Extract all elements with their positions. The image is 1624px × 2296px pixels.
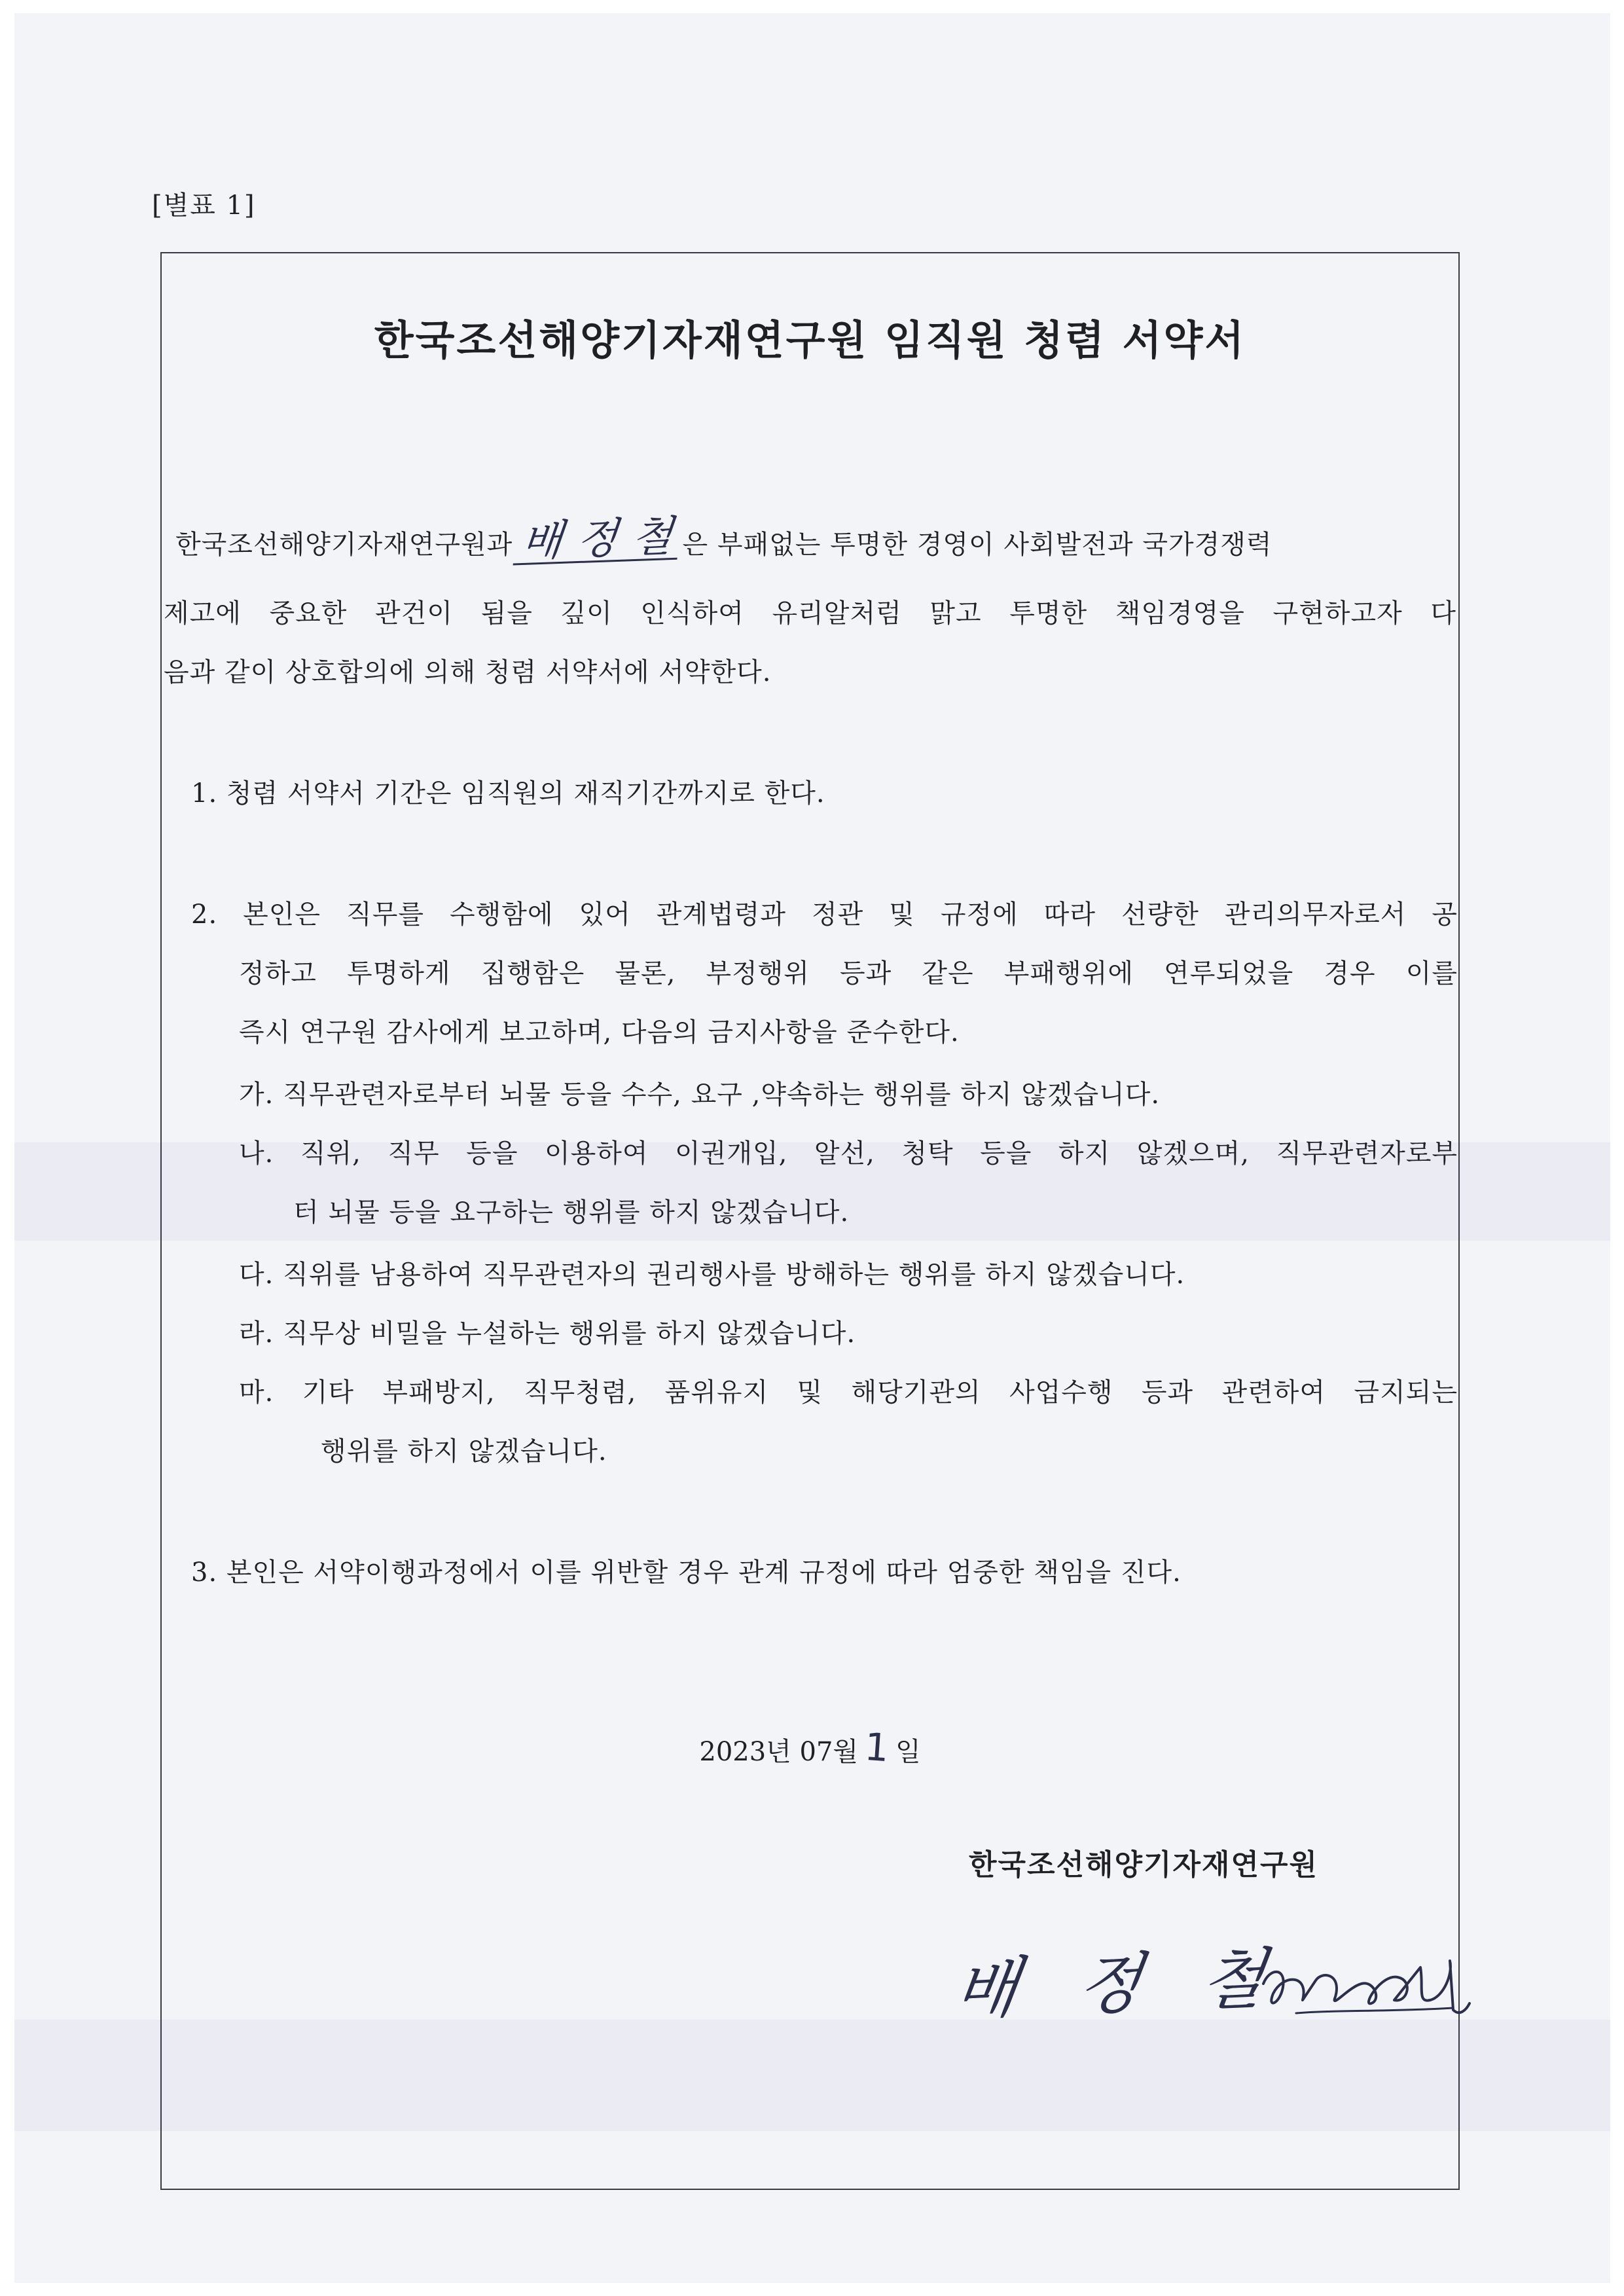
handwritten-signature-name: 배 정 철 xyxy=(949,1939,1290,2029)
organization-name: 한국조선해양기자재연구원 xyxy=(969,1848,1319,1882)
item-2-sub-ma-line-2: 행위를 하지 않겠습니다. xyxy=(321,1436,607,1467)
item-2-sub-na-line-2: 터 뇌물 등을 요구하는 행위를 하지 않겠습니다. xyxy=(293,1197,850,1228)
document-title: 한국조선해양기자재연구원 임직원 청렴 서약서 xyxy=(374,316,1246,364)
item-2-sub-ma-line-1: 마. 기타 부패방지, 직무청렴, 품위유지 및 해당기관의 사업수행 등과 관련하여 금지되는 xyxy=(239,1377,1458,1408)
date-day-suffix: 일 xyxy=(895,1737,921,1767)
handwritten-name: 배 정 철 xyxy=(513,515,682,565)
date-year-month: 2023년 07월 xyxy=(699,1737,859,1767)
item-2-line-2: 정하고 투명하게 집행함은 물론, 부정행위 등과 같은 부패행위에 연루되었을 경우 이를 xyxy=(239,958,1458,989)
item-3: 3. 본인은 서약이행과정에서 이를 위반할 경우 관계 규정에 따라 엄중한 책임을 진다. xyxy=(191,1558,1182,1588)
item-2-sub-na-line-1: 나. 직위, 직무 등을 이용하여 이권개입, 알선, 청탁 등을 하지 않겠으며, 직무관련자로부 xyxy=(239,1139,1458,1169)
intro-line-1 xyxy=(175,512,1272,567)
intro-line-3: 음과 같이 상호합의에 의해 청렴 서약서에 서약한다. xyxy=(164,657,772,687)
item-2-sub-ga: 가. 직무관련자로부터 뇌물 등을 수수, 요구 ,약속하는 행위를 하지 않겠습니다. xyxy=(239,1080,1161,1110)
signing-date xyxy=(160,1725,1460,1770)
item-2-sub-da: 다. 직위를 남용하여 직무관련자의 권리행사를 방해하는 행위를 하지 않겠습니다. xyxy=(239,1260,1185,1290)
intro-line-2: 제고에 중요한 관건이 됨을 깊이 인식하여 유리알처럼 맑고 투명한 책임경영을 구현하고자 다 xyxy=(164,598,1456,629)
intro-text-before-name: 한국조선해양기자재연구원과 xyxy=(175,530,513,560)
intro-text-after-name: 은 부패없는 투명한 경영이 사회발전과 국가경쟁력 xyxy=(682,530,1272,560)
handwritten-day: 1 xyxy=(863,1724,891,1771)
item-2-line-1: 2. 본인은 직무를 수행함에 있어 관계법령과 정관 및 규정에 따라 선량한 관리의무자로서 공 xyxy=(191,900,1458,930)
item-2-sub-ra: 라. 직무상 비밀을 누설하는 행위를 하지 않겠습니다. xyxy=(239,1319,856,1349)
signature-scribble xyxy=(1257,1948,1473,2033)
attachment-label: [별표 1] xyxy=(152,191,256,221)
item-2-line-3: 즉시 연구원 감사에게 보고하며, 다음의 금지사항을 준수한다. xyxy=(239,1017,960,1048)
item-1: 1. 청렴 서약서 기간은 임직원의 재직기간까지로 한다. xyxy=(191,778,825,809)
